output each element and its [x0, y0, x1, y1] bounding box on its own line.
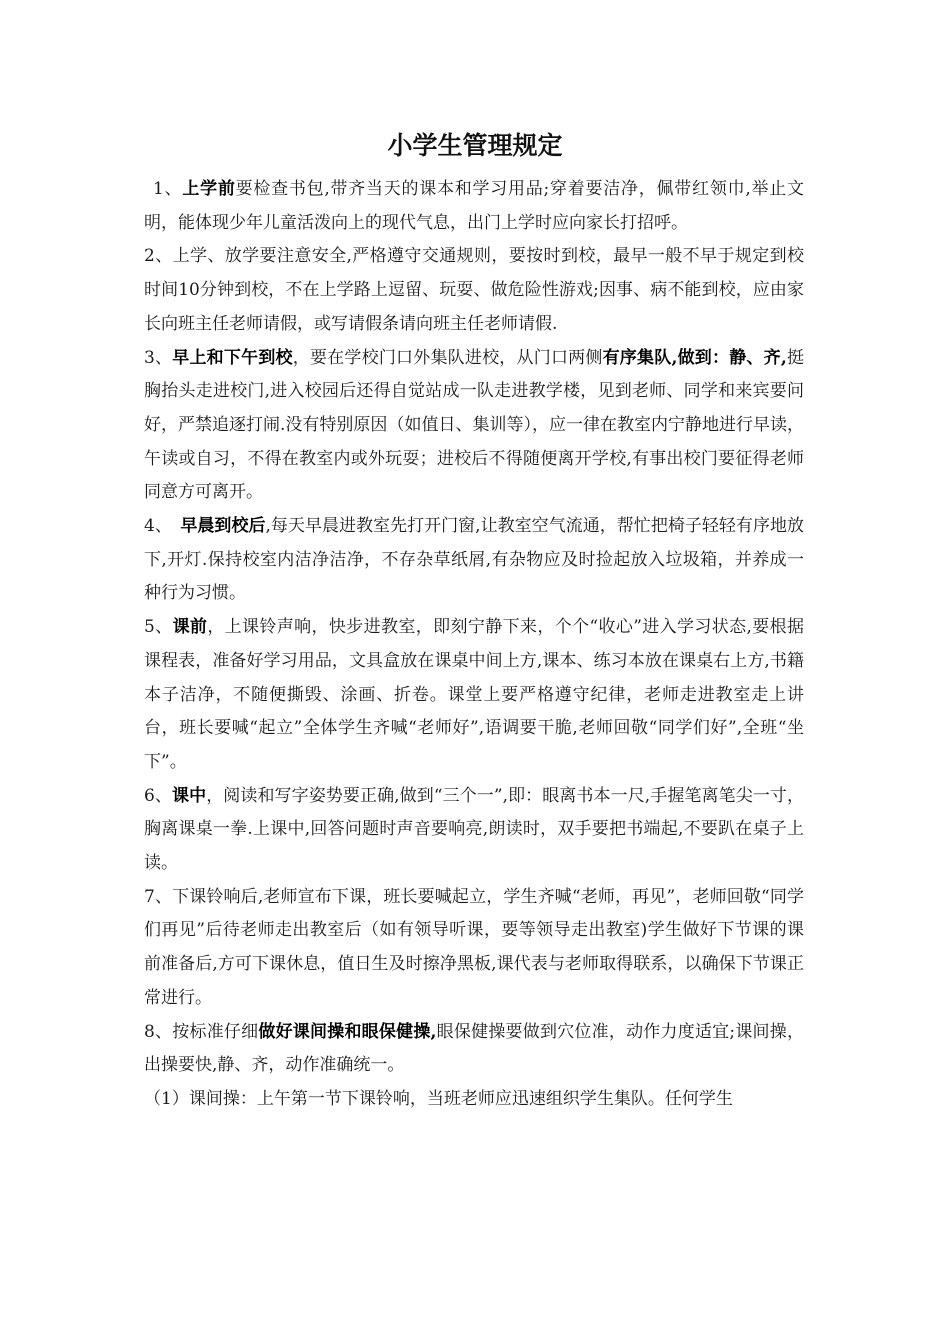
paragraph-text: 要检查书包,带齐当天的课本和学习用品;穿着要洁净，佩带红领巾,举止文明，能体现少年儿童活泼向上的现代气息，出门上学时应向家长打招呼。	[144, 179, 804, 233]
paragraph-text: 6、	[144, 785, 172, 806]
paragraph-2	[144, 240, 804, 341]
paragraph-text: 4、	[144, 516, 181, 537]
paragraph-text: 5、	[144, 617, 173, 638]
bold-text: 做好课间操和眼保健操,	[258, 1021, 437, 1042]
bold-text: 早上和下午到校	[172, 347, 293, 368]
document-body	[144, 173, 804, 1117]
paragraph-7	[144, 881, 804, 1016]
paragraph-1	[144, 173, 804, 240]
bold-text: 有序集队,做到：静、齐,	[602, 347, 787, 368]
paragraph-text: ，阅读和写字姿势要正确,做到“三个一”,即：眼离书本一尺,手握笔离笔尖一寸，胸离课桌一拳.上课中,回答问题时声音要响亮,朗读时，双手要把书端起,不要趴在桌子上读。	[144, 785, 804, 874]
paragraph-text: ,每天早晨进教室先打开门窗,让教室空气流通，帮忙把椅子轻轻有序地放下,开灯.保持校室内洁净洁净，不存杂草纸屑,有杂物应及时捡起放入垃圾箱，并养成一种行为习惯。	[144, 516, 804, 604]
bold-text: 早晨到校后	[180, 516, 266, 537]
paragraph-text: （1）课间操：上午第一节下课铃响，当班老师应迅速组织学生集队。任何学生	[144, 1088, 733, 1109]
paragraph-text: ，上课铃声响，快步进教室，即刻宁静下来，个个“收心”进入学习状态,要根据课程表，准备好学习用品，文具盒放在课桌中间上方,课本、练习本放在课桌右上方,书籍本子洁净，不随便撕毁、涂画、折卷。课堂上要严格遵守纪律，老师走进教室走上讲台，班长要喊“起立”全体学生齐喊“老师好”,语调要干脆,老师回敬“同学们好”,全班“坐下”。	[144, 617, 804, 772]
bold-text: 上学前	[182, 179, 236, 199]
paragraph-5	[144, 611, 804, 780]
paragraph-text: 7、下课铃响后,老师宣布下课，班长要喊起立，学生齐喊“老师，再见”，老师回敬“同学们再见”后待老师走出教室后（如有领导听课，要等领导走出教室)学生做好下节课的课前准备后,方可下课休息，值日生及时擦净黑板,课代表与老师取得联系，以确保下节课正常进行。	[144, 886, 804, 1008]
paragraph-text: 8、按标准仔细	[144, 1021, 259, 1042]
paragraph-text: ，要在学校门口外集队进校，从门口两侧	[292, 347, 603, 368]
paragraph-text: 1、	[153, 179, 183, 199]
paragraph-text: 眼保健操要做到穴位准，动作力度适宜;课间操，出操要快,静、齐，动作准确统一。	[144, 1021, 804, 1076]
paragraph-4	[144, 510, 804, 611]
paragraph-3	[144, 342, 804, 511]
bold-text: 课前	[172, 617, 208, 638]
bold-text: 课中	[172, 785, 207, 806]
paragraph-text: 3、	[144, 347, 173, 368]
document-title: 小学生管理规定	[387, 131, 563, 160]
paragraph-text: 2、上学、放学要注意安全,严格遵守交通规则，要按时到校，最早一般不早于规定到校时间10分钟到校，不在上学路上逗留、玩耍、做危险性游戏;因事、病不能到校，应由家长向班主任老师请假，或写请假条请向班主任老师请假.	[144, 246, 804, 334]
paragraph-text: 挺胸抬头走进校门,进入校园后还得自觉站成一队走进教学楼，见到老师、同学和来宾要问好，严禁追逐打闹.没有特别原因（如值日、集训等），应一律在教室内宁静地进行早读，午读或自习，不得在教室内或外玩耍；进校后不得随便离开学校,有事出校门要征得老师同意方可离开。	[144, 347, 804, 503]
paragraph-8	[144, 1016, 804, 1083]
paragraph-9	[144, 1083, 804, 1117]
paragraph-6	[144, 780, 804, 881]
